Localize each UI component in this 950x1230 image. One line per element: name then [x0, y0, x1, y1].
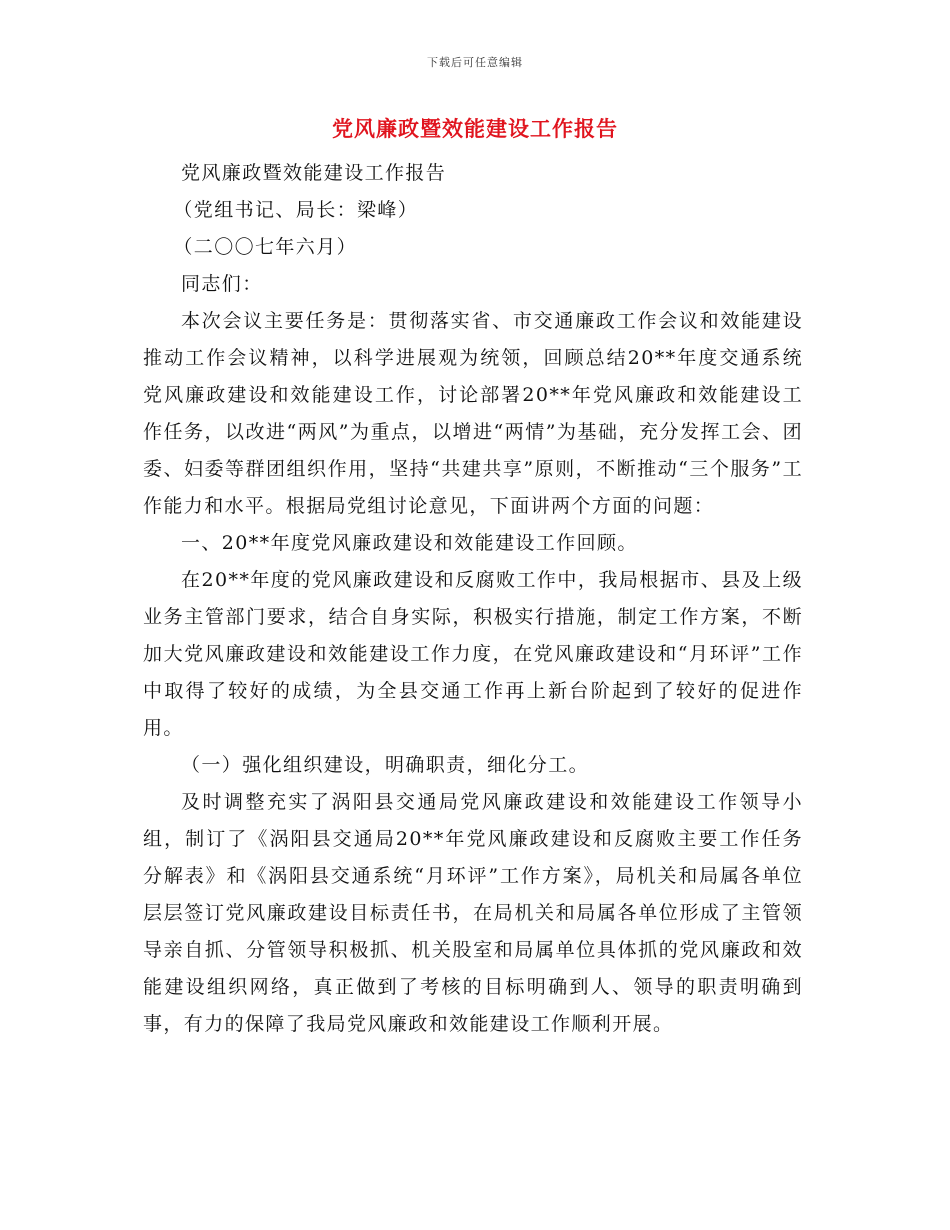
paragraph-intro: 本次会议主要任务是：贯彻落实省、市交通廉政工作会议和效能建设推动工作会议精神，以科学进展观为统领，回顾总结20**年度交通系统党风廉政建设和效能建设工作，讨论部署20**年党风廉政和效能建设工作任务，以改进“两风”为重点，以增进“两情”为基础，充分发挥工会、团委、妇委等群团组织作用，坚持“共建共享”原则，不断推动“三个服务”工作能力和水平。根据局党组讨论意见，下面讲两个方面的问题： — [143, 310, 803, 517]
paragraph-section-heading: 一、20**年度党风廉政建设和效能建设工作回顾。 — [181, 532, 638, 554]
paragraph-date: （二〇〇七年六月） — [173, 236, 357, 258]
document-body — [143, 155, 803, 1043]
paragraph-salutation: 同志们： — [181, 273, 263, 295]
paragraph-subsection-heading: （一）强化组织建设，明确职责，细化分工。 — [181, 754, 590, 776]
paragraph-subtitle: 党风廉政暨效能建设工作报告 — [181, 162, 447, 184]
paragraph-review: 在20**年度的党风廉政建设和反腐败工作中，我局根据市、县及上级业务主管部门要求，结合自身实际，积极实行措施，制定工作方案，不断加大党风廉政建设和效能建设工作力度，在党风廉政建设和“月环评”工作中取得了较好的成绩，为全县交通工作再上新台阶起到了较好的促进作用。 — [143, 569, 803, 739]
paragraph-author: （党组书记、局长：梁峰） — [173, 199, 419, 221]
paragraph-organization: 及时调整充实了涡阳县交通局党风廉政建设和效能建设工作领导小组，制订了《涡阳县交通局20**年党风廉政建设和反腐败主要工作任务分解表》和《涡阳县交通系统“月环评”工作方案》，局机关和局属各单位层层签订党风廉政建设目标责任书，在局机关和局属各单位形成了主管领导亲自抓、分管领导积极抓、机关股室和局属单位具体抓的党风廉政和效能建设组织网络，真正做到了考核的目标明确到人、领导的职责明确到事，有力的保障了我局党风廉政和效能建设工作顺利开展。 — [143, 791, 803, 1035]
document-title: 党风廉政暨效能建设工作报告 — [332, 116, 618, 141]
header-note: 下载后可任意编辑 — [427, 56, 523, 69]
